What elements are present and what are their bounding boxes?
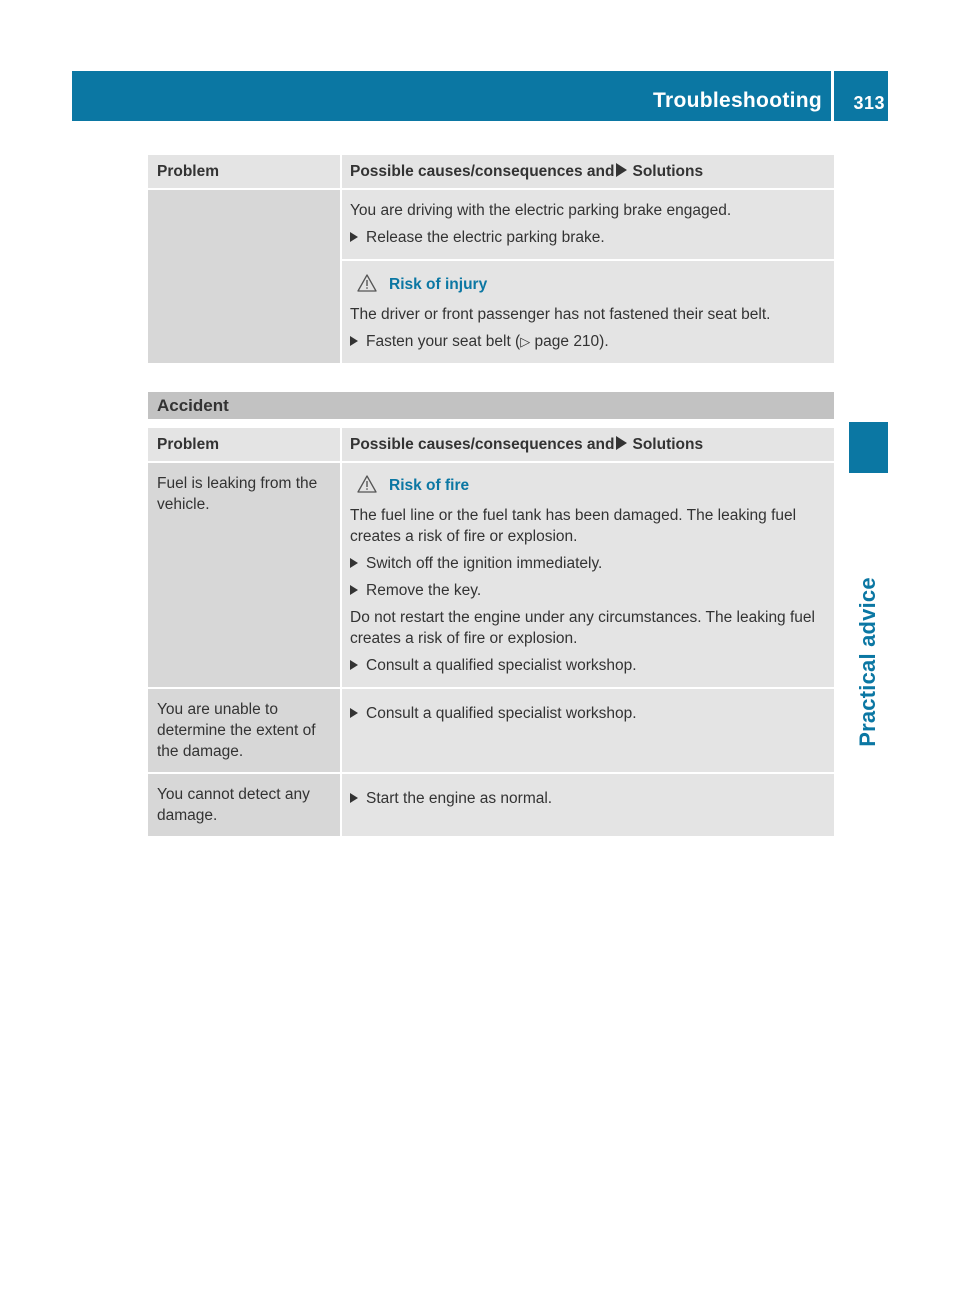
column-header-solutions	[340, 155, 834, 190]
solution-step: Remove the key.	[350, 580, 826, 601]
solution-cell	[340, 774, 834, 838]
table-header-row	[148, 155, 834, 190]
solution-step: Switch off the ignition immediately.	[350, 553, 826, 574]
arrow-right-icon	[616, 163, 627, 177]
arrow-right-icon	[616, 436, 627, 450]
solution-step: Release the electric parking brake.	[350, 227, 826, 248]
cause-text: The fuel line or the fuel tank has been damaged. The leaking fuel creates a risk of fire or explosion.	[350, 507, 797, 545]
problem-cell: Fuel is leaking from the vehicle.	[148, 463, 340, 689]
column-header-solutions-text: Solutions	[632, 163, 704, 180]
cause-text: You are driving with the electric parking brake engaged.	[350, 202, 732, 219]
page-ref-icon: ▷	[520, 334, 531, 349]
warning-triangle-icon	[357, 274, 377, 292]
solution-step: Start the engine as normal.	[350, 788, 826, 809]
warning-heading	[350, 274, 826, 296]
solution-cell	[340, 463, 834, 689]
accident-table	[148, 428, 834, 838]
table-row	[148, 689, 834, 774]
side-tab-marker	[849, 422, 888, 473]
cause-text: Do not restart the engine under any circumstances. The leaking fuel creates a risk of fire or explosion.	[350, 609, 815, 647]
solution-step: Consult a qualified specialist workshop.	[350, 655, 826, 676]
page-header	[72, 71, 888, 121]
side-tab-label: Practical advice	[855, 577, 880, 747]
column-header-problem: Problem	[148, 155, 340, 190]
column-header-solutions-text: Solutions	[632, 436, 704, 453]
page-number: 313	[853, 93, 885, 113]
table-header-row	[148, 428, 834, 463]
column-header-causes-text: Possible causes/consequences and	[350, 436, 615, 453]
troubleshooting-table-continued	[148, 155, 834, 365]
warning-label: Risk of fire	[389, 477, 470, 494]
table-row	[148, 190, 834, 261]
cause-text: The driver or front passenger has not fastened their seat belt.	[350, 306, 771, 323]
step-text: page 210).	[530, 333, 609, 350]
problem-cell-empty	[148, 190, 340, 365]
column-header-solutions	[340, 428, 834, 463]
section-heading-bar	[148, 392, 834, 419]
column-header-problem: Problem	[148, 428, 340, 463]
section-heading: Accident	[157, 396, 229, 415]
solution-cell	[340, 261, 834, 365]
table-row	[148, 774, 834, 838]
warning-heading	[350, 475, 826, 497]
solution-step: Consult a qualified specialist workshop.	[350, 703, 826, 724]
step-text: Fasten your seat belt (	[366, 333, 521, 350]
column-header-causes-text: Possible causes/consequences and	[350, 163, 615, 180]
problem-cell: You cannot detect any damage.	[148, 774, 340, 838]
warning-triangle-icon	[357, 475, 377, 493]
section-title: Troubleshooting	[653, 89, 822, 112]
header-divider	[831, 71, 834, 121]
problem-cell: You are unable to determine the extent of the damage.	[148, 689, 340, 774]
warning-label: Risk of injury	[389, 276, 488, 293]
solution-step	[350, 331, 826, 352]
solution-cell	[340, 689, 834, 774]
solution-cell	[340, 190, 834, 261]
table-row	[148, 463, 834, 689]
